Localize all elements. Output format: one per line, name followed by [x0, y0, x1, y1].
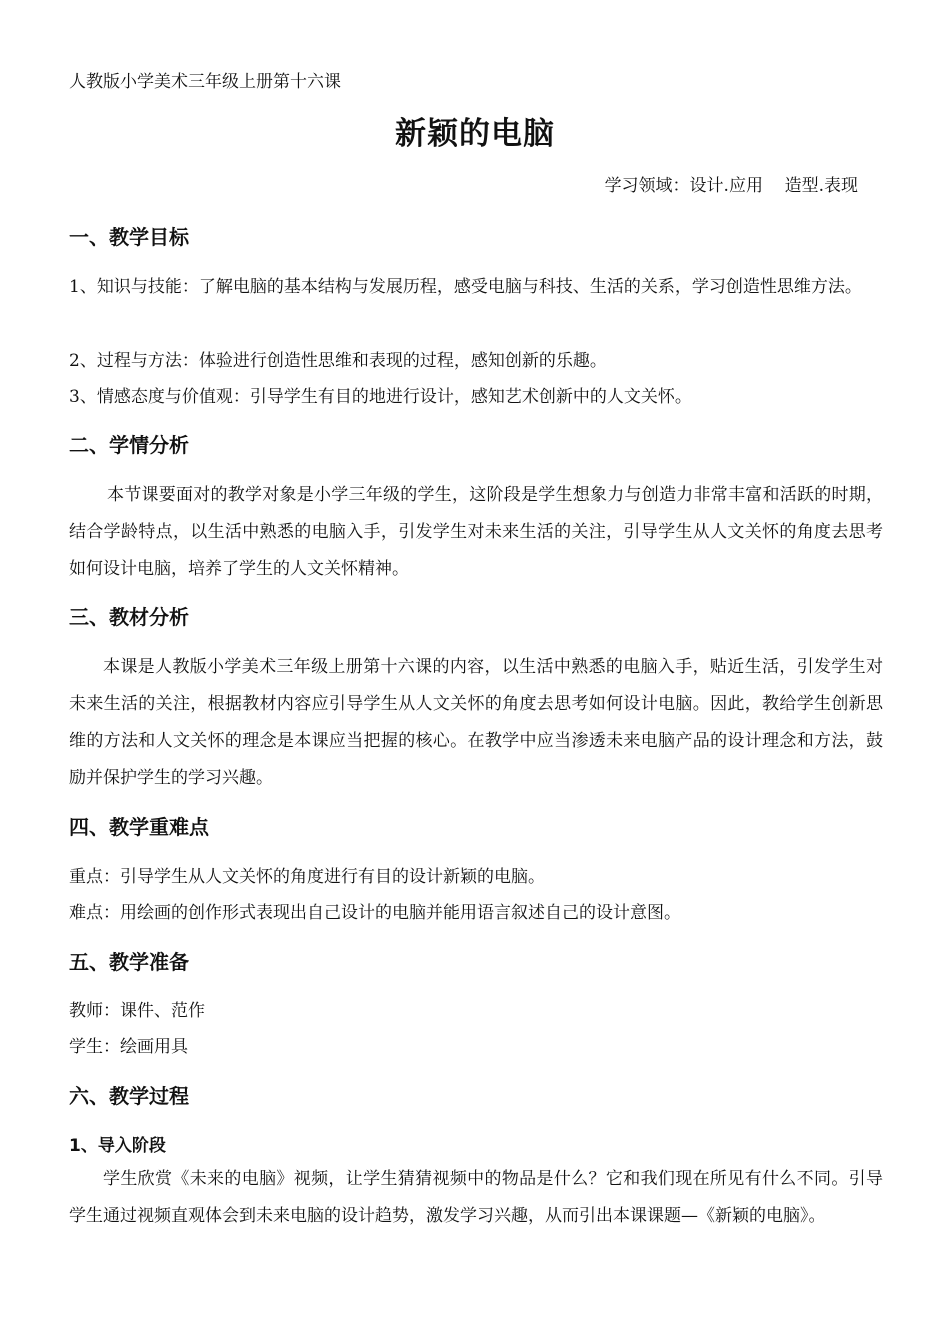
prep-teacher: 教师：课件、范作 — [69, 1001, 205, 1021]
step1-paragraph: 学生欣赏《未来的电脑》视频，让学生猜猜视频中的物品是什么？它和我们现在所见有什么不同。引导学生通过视频直观体会到未来电脑的设计趋势，激发学习兴趣，从而引出本课课题—《新颖的电脑》。 — [69, 1169, 883, 1226]
prep-student: 学生：绘画用具 — [69, 1037, 188, 1057]
goal-item-1: 1、知识与技能：了解电脑的基本结构与发展历程，感受电脑与科技、生活的关系，学习创造性思维方法。 — [69, 277, 862, 297]
section-heading-material: 三、教材分析 — [69, 605, 189, 629]
learning-domain: 学习领域：设计.应用 造型.表现 — [604, 176, 858, 196]
section-heading-prep: 五、教学准备 — [69, 950, 189, 974]
goal-item-3: 3、情感态度与价值观：引导学生有目的地进行设计，感知艺术创新中的人文关怀。 — [69, 387, 692, 407]
students-paragraph: 本节课要面对的教学对象是小学三年级的学生，这阶段是学生想象力与创造力非常丰富和活跃的时期，结合学龄特点，以生活中熟悉的电脑入手，引发学生对未来生活的关注，引导学生从人文关怀的角度去思考如何设计电脑，培养了学生的人文关怀精神。 — [69, 485, 883, 579]
section-heading-process: 六、教学过程 — [69, 1084, 189, 1108]
section-heading-keypoints: 四、教学重难点 — [69, 815, 209, 839]
page-title: 新颖的电脑 — [395, 116, 555, 152]
step1-heading: 1、导入阶段 — [69, 1136, 166, 1156]
difficult-point: 难点：用绘画的创作形式表现出自己设计的电脑并能用语言叙述自己的设计意图。 — [69, 903, 681, 923]
section-heading-students: 二、学情分析 — [69, 433, 189, 457]
section-heading-goals: 一、教学目标 — [69, 225, 189, 249]
material-paragraph: 本课是人教版小学美术三年级上册第十六课的内容，以生活中熟悉的电脑入手，贴近生活，引发学生对未来生活的关注，根据教材内容应引导学生从人文关怀的角度去思考如何设计电脑。因此，教给学生创新思维的方法和人文关怀的理念是本课应当把握的核心。在教学中应当渗透未来电脑产品的设计理念和方法，鼓励并保护学生的学习兴趣。 — [69, 657, 883, 788]
goal-item-2: 2、过程与方法：体验进行创造性思维和表现的过程，感知创新的乐趣。 — [69, 351, 607, 371]
key-point: 重点：引导学生从人文关怀的角度进行有目的设计新颖的电脑。 — [69, 867, 545, 887]
lesson-series: 人教版小学美术三年级上册第十六课 — [69, 72, 341, 92]
